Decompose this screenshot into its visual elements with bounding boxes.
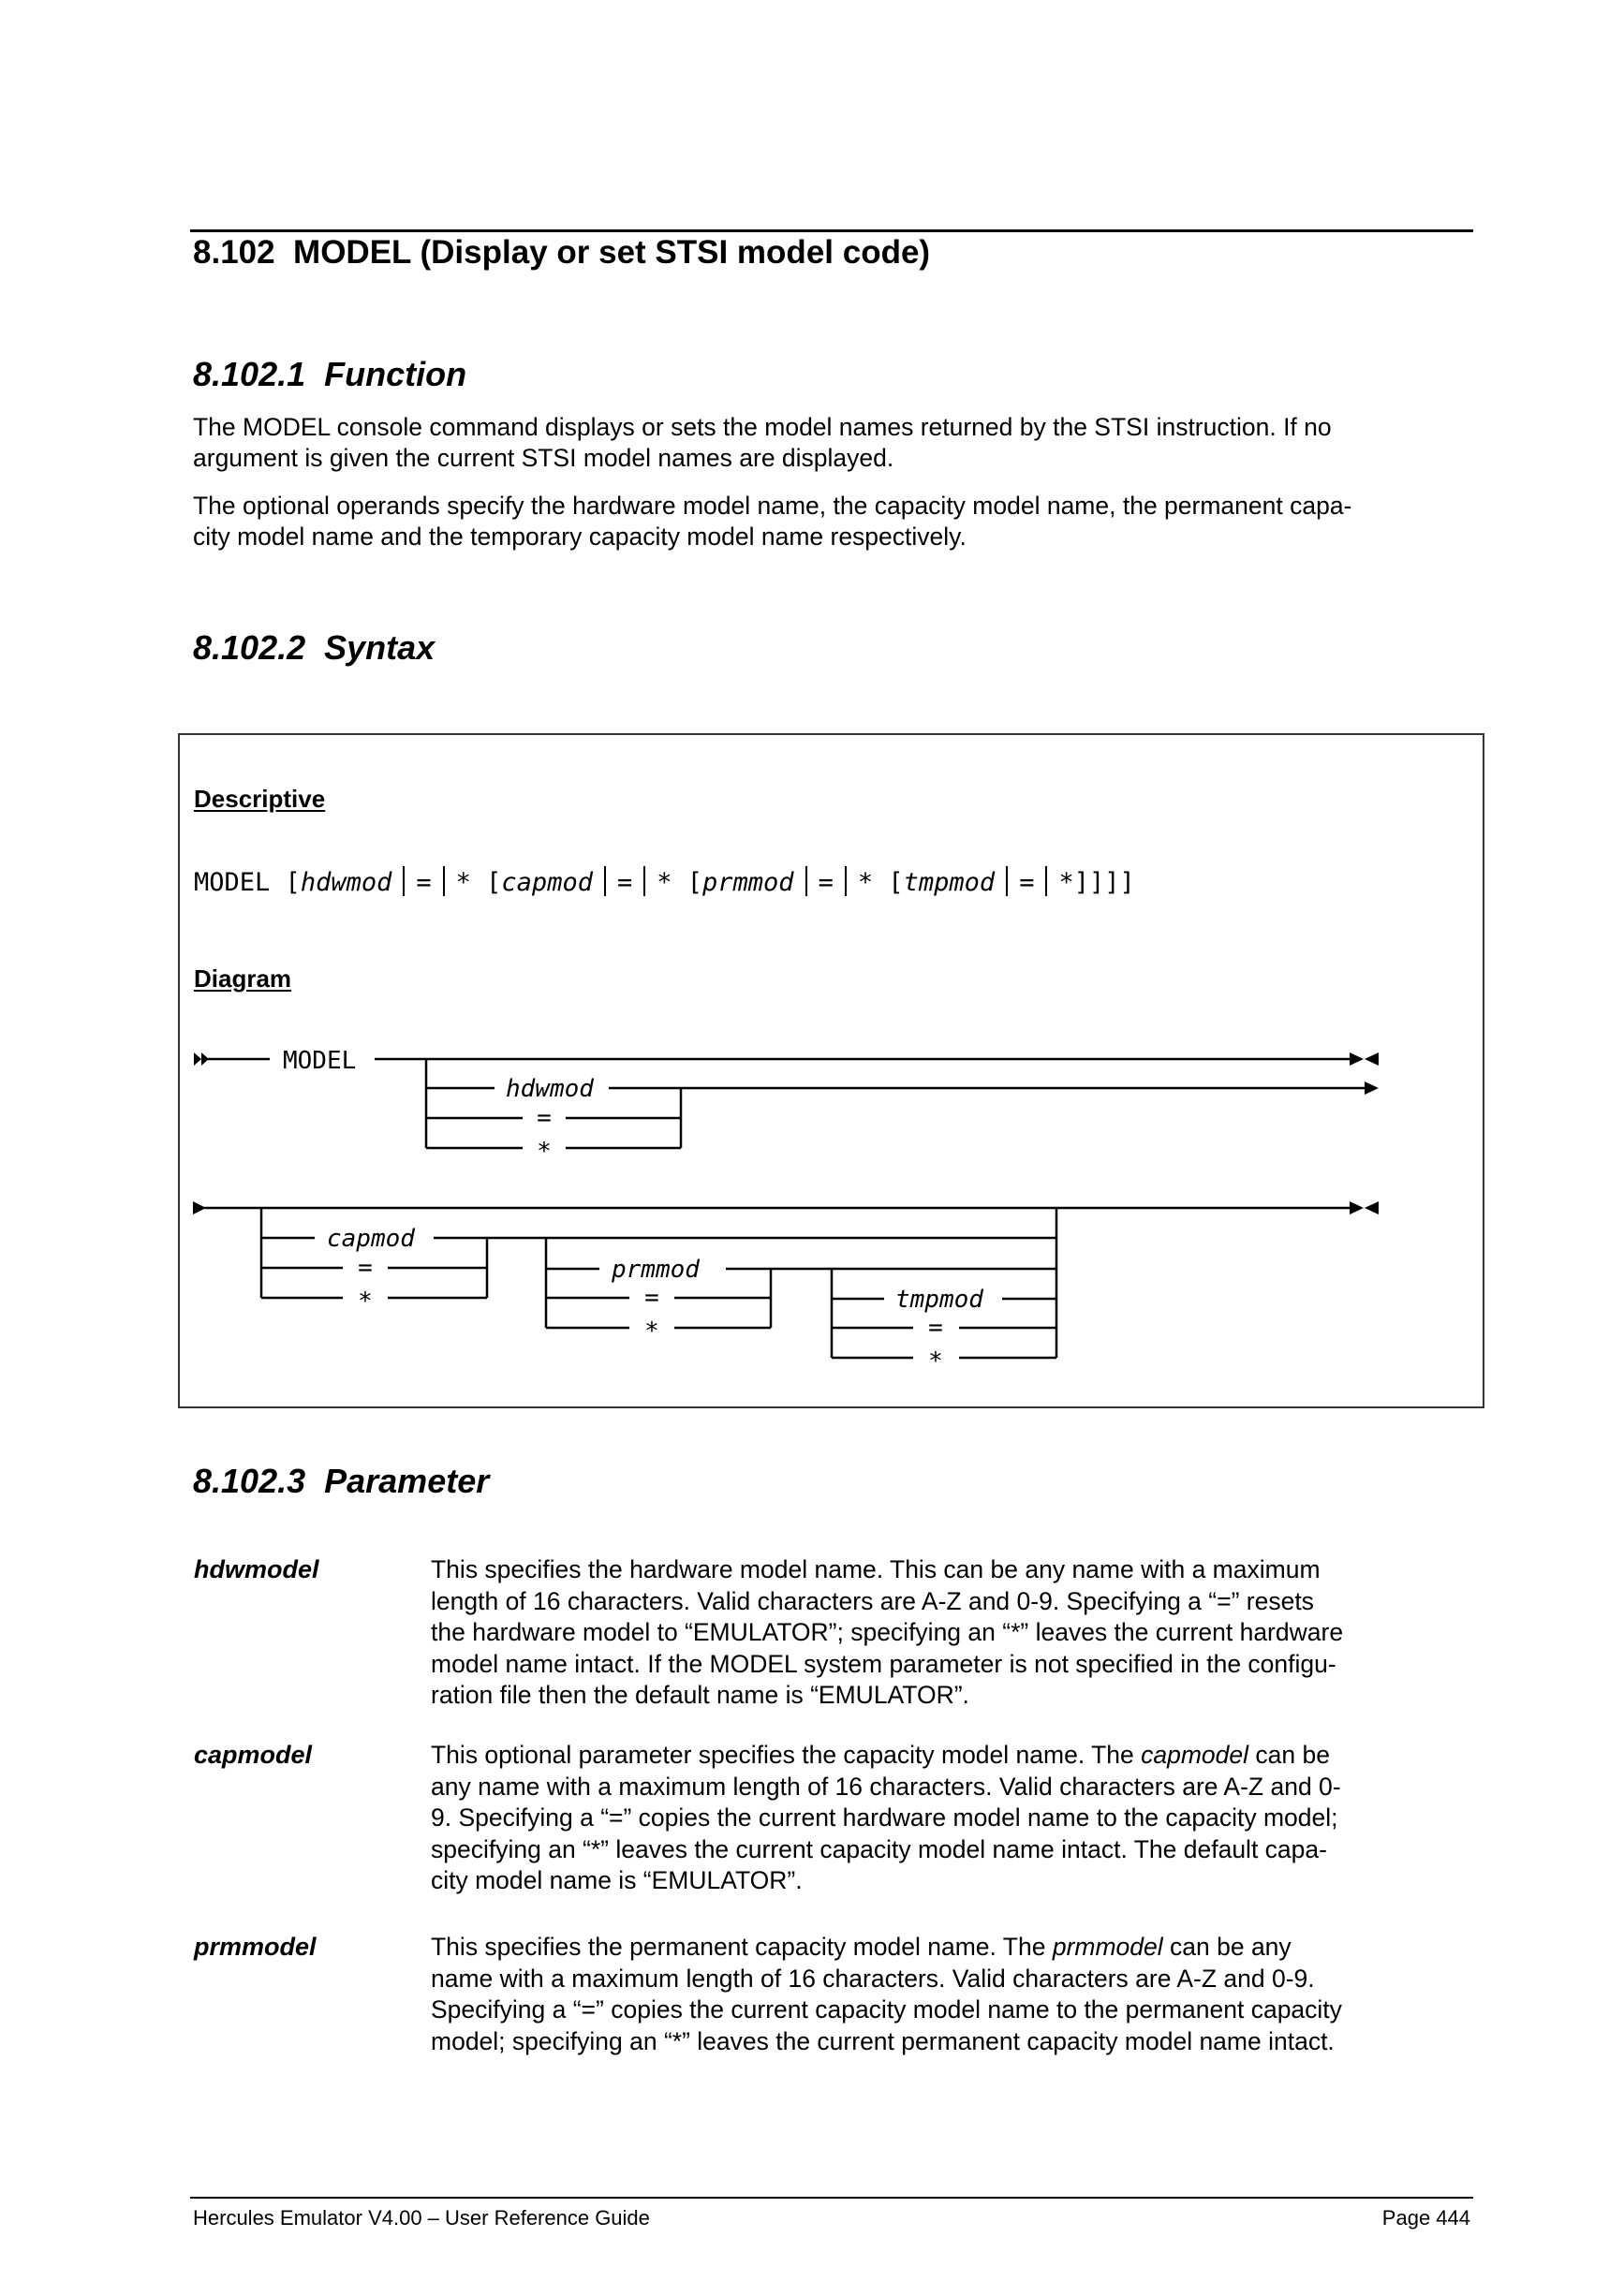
function-heading: 8.102.1 Function xyxy=(193,355,467,393)
end-arrow-icon xyxy=(1365,1052,1379,1066)
start-arrow-icon xyxy=(194,1052,201,1066)
text-line: specifying an “*” leaves the current capacity model name intact. The default capa- xyxy=(431,1834,1327,1863)
syntax-tmpmod: tmpmod xyxy=(903,868,996,897)
continue-arrow-icon xyxy=(1365,1082,1379,1095)
syntax-star: * xyxy=(1058,868,1074,897)
parameter-heading: 8.102.3 Parameter xyxy=(193,1462,490,1500)
bracket: [ xyxy=(486,868,502,897)
text-line: argument is given the current STSI model names are displayed. xyxy=(193,443,894,472)
param-term-hdwmodel: hdwmodel xyxy=(194,1555,319,1583)
diagram-star: * xyxy=(928,1347,943,1376)
syntax-star: * xyxy=(857,868,874,897)
syntax-prmmod: prmmod xyxy=(702,868,794,897)
syntax-capmod: capmod xyxy=(501,868,593,897)
text-line: This specifies the hardware model name. This can be any name with a maximum xyxy=(431,1555,1321,1583)
diagram-eq: = xyxy=(644,1284,659,1312)
diagram-star: * xyxy=(644,1317,659,1346)
footer-rule xyxy=(190,2197,1473,2199)
diagram-command: MODEL xyxy=(283,1047,357,1075)
start-arrow-icon xyxy=(201,1052,209,1066)
continue-start-arrow-icon xyxy=(193,1201,206,1214)
syntax-command: MODEL xyxy=(194,868,271,897)
footer-title: Hercules Emulator V4.00 – User Reference Guide xyxy=(193,2206,650,2230)
descriptive-label: Descriptive xyxy=(194,785,326,813)
page-title: 8.102 MODEL (Display or set STSI model code) xyxy=(193,234,931,271)
end-arrow-icon xyxy=(1350,1201,1364,1214)
param-desc-prmmodel xyxy=(431,1932,1480,2057)
end-arrow-icon xyxy=(1365,1201,1379,1214)
syntax-heading: 8.102.2 Syntax xyxy=(193,628,436,667)
text-line: Specifying a “=” copies the current capacity model name to the permanent capacity xyxy=(431,1995,1342,2024)
diagram-label: Diagram xyxy=(194,964,292,993)
bracket: ]]]] xyxy=(1073,868,1135,897)
text-line: This optional parameter specifies the capacity model name. The capmodel can be xyxy=(431,1741,1330,1769)
footer-page-number: Page 444 xyxy=(1381,2206,1470,2230)
param-term-capmodel: capmodel xyxy=(194,1741,313,1769)
text-line: model name intact. If the MODEL system parameter is not specified in the configu- xyxy=(431,1649,1336,1678)
diagram-capmod: capmod xyxy=(327,1225,415,1253)
text-line: The optional operands specify the hardware model name, the capacity model name, the permanent capa- xyxy=(193,492,1352,520)
syntax-star: * xyxy=(657,868,672,897)
text-line: length of 16 characters. Valid characters are A-Z and 0-9. Specifying a “=” resets xyxy=(431,1586,1314,1615)
text-line: model; specifying an “*” leaves the current permanent capacity model name intact. xyxy=(431,2026,1335,2055)
diagram-eq: = xyxy=(537,1104,552,1132)
param-desc-capmodel xyxy=(431,1740,1480,1897)
syntax-hdwmod: hdwmod xyxy=(300,868,392,897)
text-line: any name with a maximum length of 16 characters. Valid characters are A-Z and 0- xyxy=(431,1772,1341,1801)
syntax-star: * xyxy=(455,868,471,897)
diagram-eq: = xyxy=(928,1314,943,1342)
text-line: ration file then the default name is “EMULATOR”. xyxy=(431,1681,969,1709)
diagram-star: * xyxy=(537,1138,552,1166)
text-line: name with a maximum length of 16 characters. Valid characters are A-Z and 0-9. xyxy=(431,1964,1315,1993)
bracket: [ xyxy=(687,868,703,897)
syntax-eq: = xyxy=(1019,868,1035,897)
diagram-tmpmod: tmpmod xyxy=(895,1286,983,1314)
syntax-eq: = xyxy=(616,868,633,897)
diagram-star: * xyxy=(358,1288,373,1316)
syntax-eq: = xyxy=(416,868,432,897)
text-line: This specifies the permanent capacity model name. The prmmodel can be any xyxy=(431,1933,1292,1961)
param-desc-hdwmodel xyxy=(431,1554,1480,1712)
text-line: the hardware model to “EMULATOR”; specifying an “*” leaves the current hardware xyxy=(431,1618,1344,1646)
arrow-icons xyxy=(193,1052,1379,1214)
bracket: [ xyxy=(888,868,904,897)
diagram-prmmod: prmmod xyxy=(612,1256,700,1284)
text-line: city model name is “EMULATOR”. xyxy=(431,1866,803,1894)
param-term-prmmodel: prmmodel xyxy=(194,1933,317,1961)
syntax-eq: = xyxy=(818,868,834,897)
end-arrow-icon xyxy=(1350,1052,1364,1066)
text-line: city model name and the temporary capacity model name respectively. xyxy=(193,522,967,551)
text-line: 9. Specifying a “=” copies the current hardware model name to the capacity model; xyxy=(431,1803,1338,1832)
text-line: The MODEL console command displays or sets the model names returned by the STSI instruction. If no xyxy=(193,413,1332,441)
diagram-eq: = xyxy=(358,1254,373,1282)
diagram-hdwmod: hdwmod xyxy=(506,1075,594,1103)
bracket: [ xyxy=(285,868,301,897)
